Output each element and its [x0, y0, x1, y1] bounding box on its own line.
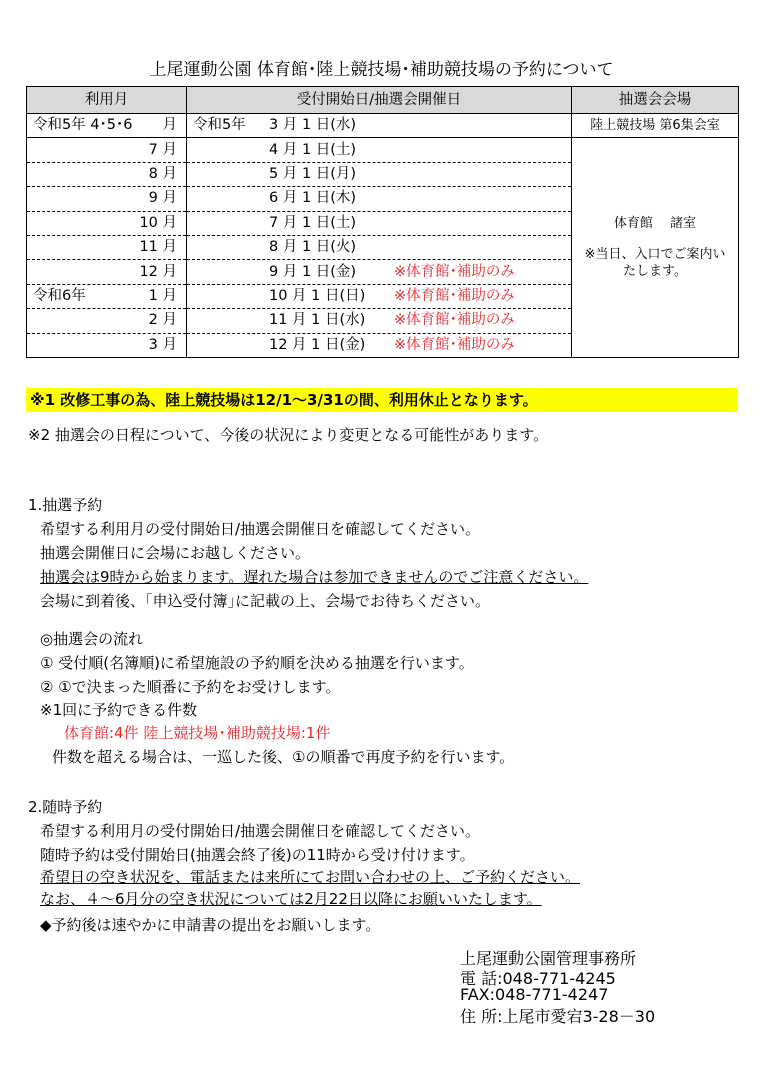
- reservation-schedule-table: [26, 86, 739, 358]
- row-date: 9 月 1 日(金): [269, 263, 357, 280]
- row-date: 11 月 1 日(水): [269, 312, 366, 329]
- section1-heading: 1.抽選予約: [28, 496, 103, 514]
- table-header-row: [27, 87, 739, 114]
- row-note: ※体育館･補助のみ: [394, 263, 515, 280]
- venue-note: ※当日、入口でご案内いたします。: [584, 247, 726, 280]
- table-row: [27, 138, 739, 162]
- header-venue: 抽選会会場: [572, 87, 739, 114]
- closure-notice: ※1 改修工事の為、陸上競技場は12/1～3/31の間、利用休止となります。: [26, 388, 738, 412]
- row-date: 10 月 1 日(日): [269, 287, 366, 304]
- schedule-change-notice: ※2 抽選会の日程について、今後の状況により変更となる可能性があります。: [28, 426, 549, 444]
- row-date-era: 令和5年: [193, 117, 246, 134]
- row-month: 9 月: [148, 190, 177, 207]
- row-note: ※体育館･補助のみ: [394, 336, 515, 353]
- venue-main: 体育館 諸室: [613, 216, 697, 232]
- office-fax: FAX:048-771-4247: [460, 985, 609, 1004]
- row-era: 令和6年: [33, 287, 86, 304]
- row-date: 8 月 1 日(火): [269, 239, 357, 256]
- row-note: ※体育館･補助のみ: [394, 287, 515, 304]
- submit-reminder: ◆予約後は速やかに申請書の提出をお願いします。: [40, 916, 381, 934]
- row-month: 3 月: [148, 336, 177, 353]
- venue-main-cell: [572, 138, 739, 358]
- page-title: 上尾運動公園 体育館･陸上競技場･補助競技場の予約について: [149, 60, 614, 80]
- header-month: 利用月: [27, 87, 187, 114]
- table-row: [27, 114, 739, 138]
- office-phone: 電 話:048-771-4245: [460, 969, 616, 988]
- row-date: 6 月 1 日(木): [269, 190, 357, 207]
- limit-heading: ※1回に予約できる件数: [40, 701, 198, 719]
- row-month: 8 月: [148, 165, 177, 182]
- section1-line-underlined: 抽選会は9時から始まります。遅れた場合は参加できませんのでご注意ください。: [40, 568, 589, 586]
- flow-heading: ◎抽選会の流れ: [40, 630, 144, 648]
- flow-step: ① 受付順(名簿順)に希望施設の予約順を決める抽選を行います。: [40, 654, 474, 672]
- section2-heading: 2.随時予約: [28, 798, 103, 816]
- row-note: ※体育館･補助のみ: [394, 312, 515, 329]
- row-month: 2 月: [148, 312, 177, 329]
- venue-first: 陸上競技場 第6集会室: [572, 114, 739, 138]
- row-month: 10 月: [139, 214, 177, 231]
- section2-line: 希望する利用月の受付開始日/抽選会開催日を確認してください。: [40, 822, 481, 840]
- section2-line-underlined: 希望日の空き状況を、電話または来所にてお問い合わせの上、ご予約ください。: [40, 868, 581, 886]
- section2-line-underlined: なお、４～6月分の空き状況については2月22日以降にお願いいたします。: [40, 890, 542, 908]
- limit-note: 件数を超える場合は、一巡した後、①の順番で再度予約を行います。: [52, 748, 515, 766]
- row-month: 1 月: [148, 287, 177, 304]
- row-month: 月: [162, 117, 177, 134]
- row-date: 7 月 1 日(土): [269, 214, 357, 231]
- section1-line: 会場に到着後、｢申込受付簿｣に記載の上、会場でお待ちください。: [40, 592, 491, 610]
- row-month: 12 月: [139, 263, 177, 280]
- row-date: 3 月 1 日(水): [269, 117, 357, 134]
- row-month: 11 月: [139, 239, 177, 256]
- flow-step: ② ①で決まった順番に予約をお受けします。: [40, 678, 341, 696]
- section1-line: 希望する利用月の受付開始日/抽選会開催日を確認してください。: [40, 520, 481, 538]
- section2-line: 随時予約は受付開始日(抽選会終了後)の11時から受け付けます。: [40, 846, 475, 864]
- row-date: 12 月 1 日(金): [269, 336, 366, 353]
- office-name: 上尾運動公園管理事務所: [460, 949, 637, 968]
- row-month: 7 月: [148, 141, 177, 158]
- row-date: 5 月 1 日(月): [269, 165, 357, 182]
- row-era: 令和5年 4･5･6: [33, 117, 133, 134]
- row-date: 4 月 1 日(土): [269, 141, 357, 158]
- header-date: 受付開始日/抽選会開催日: [187, 87, 572, 114]
- limit-detail: 体育館:4件 陸上競技場･補助競技場:1件: [64, 724, 331, 742]
- office-address: 住 所:上尾市愛宕3-28－30: [460, 1007, 656, 1026]
- section1-line: 抽選会開催日に会場にお越しください。: [40, 544, 311, 562]
